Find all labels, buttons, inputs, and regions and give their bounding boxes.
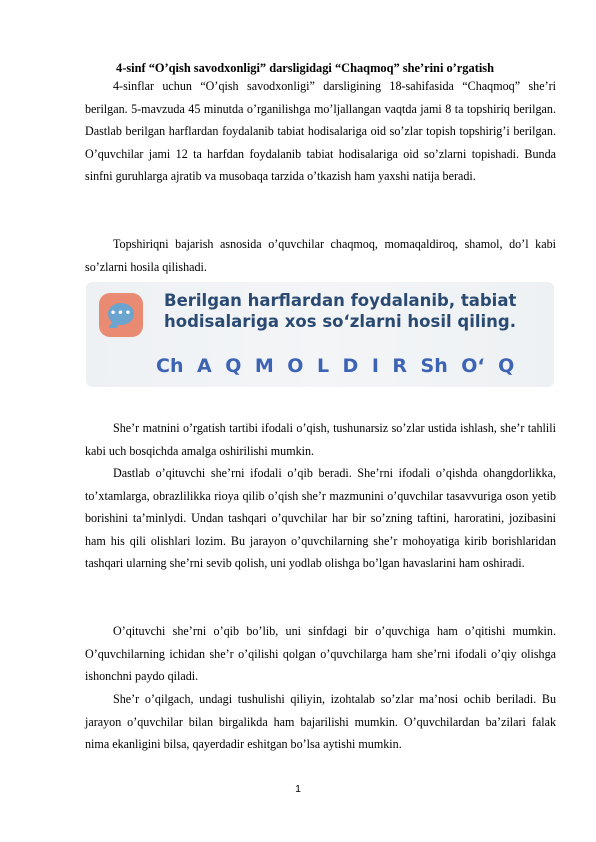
letter: Q [498, 355, 515, 377]
letter: Sh [420, 355, 448, 377]
banner-line-1: Berilgan harflardan foydalanib, tabiat [164, 291, 517, 310]
letter: R [392, 355, 408, 377]
page-number: 1 [295, 783, 301, 795]
paragraph-task: Topshiriqni bajarish asnosida o’quvchilar chaqmoq, momaqaldiroq, shamol, do’l kabi so’zlarni hosila qilishadi. [85, 237, 556, 274]
paragraph-intro: 4-sinflar uchun “O’qish savodxonligi” darsligining 18-sahifasida “Chaqmoq” she’ri berilgan. 5-mavzuda 45 minutda o’rganilishga mo’ljallangan vaqtda jami 8 ta topshiriq berilgan. Dastlab berilgan harflardan foydalanib tabiat hodisalariga oid so’zlar topish topshirig’i berilgan. O’quvchilar jami 12 ta harfdan foydalanib tabiat hodisalariga oid so’zlarni topishadi. Bunda sinfni guruhlarga ajratib va musobaqa tarzida o’tkazish ham yaxshi natija beradi. [85, 79, 556, 184]
banner-line-2: hodisalariga xos so‘zlarni hosil qiling. [164, 312, 516, 331]
letter: Ch [156, 355, 184, 377]
letter: O [287, 355, 304, 377]
letter: A [196, 355, 212, 377]
paragraph-stages: She’r matnini o’rgatish tartibi ifodali o’qish, tushunarsiz so’zlar ustida ishlash, she’r tahlili kabi uch bosqichda amalga oshirilishi mumkin. [85, 421, 556, 458]
letter: O‘ [461, 355, 485, 377]
letter: M [254, 355, 274, 377]
banner-instruction [164, 290, 516, 332]
task-banner-image [86, 282, 554, 387]
letter: L [316, 355, 330, 377]
chat-bubble-icon [99, 293, 143, 337]
bubble-dots: ••• [109, 308, 133, 319]
paragraph-reading: Dastlab o’qituvchi she’rni ifodali o’qib beradi. She’rni ifodali o’qishda ohangdorlikka, to’xtamlarga, obrazlilikka rioya qilib o’qish she’r mazmunini o’quvchilar tasavvuriga oson yetib borishini ta’minlydi. Undan tashqari o’quvchilar har bir so’zning taftini, haroratini, jozibasini ham his qili olishlari lozim. Bu jarayon o’quvchilarning she’r mohoyatiga kirib borishlaridan tashqari ularning she’rni sevib qolish, uni yodlab olishga bo’lgan havaslarini ham oshiradi. [85, 466, 556, 571]
letter: I [371, 355, 379, 377]
letter-row [156, 354, 528, 378]
letter: Q [225, 355, 242, 377]
paragraph-vocabulary: She’r o’qilgach, undagi tushulishi qiliyin, izohtalab so’zlar ma’nosi ochib beriladi. Bu jarayon o’quvchilar bilan birgalikda ham bajarilishi mumkin. O’quvchilardan ba’zilari falak nima ekanligini bilsa, qayerdadir eshitgan bo’lsa aytishi mumkin. [85, 692, 556, 752]
page-title: 4-sinf “O’qish savodxonligi” darsligidagi “Chaqmoq” she’rini o’rgatish [116, 61, 494, 75]
paragraph-student-reading: O’qituvchi she’rni o’qib bo’lib, uni sinfdagi bir o’quvchiga ham o’qitishi mumkin. O’quvchilarning ichidan she’r o’qilishi qolgan o’quvchilarga ham she’rni ifodali o’qiy olishga ishonchni paydo qiladi. [85, 624, 556, 684]
letter: D [342, 355, 359, 377]
